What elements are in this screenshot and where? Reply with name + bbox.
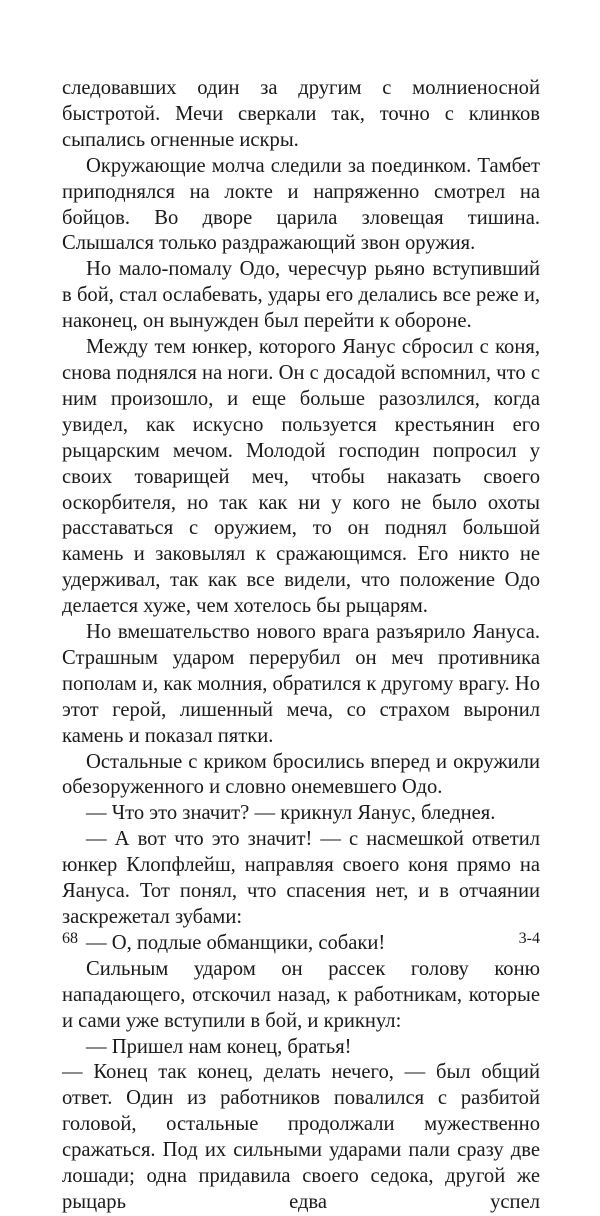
paragraph: — Что это значит? — крикнул Яанус, бледнея. [86, 802, 496, 825]
paragraph: Но мало-помалу Одо, чересчур рьяно вступивший в бой, стал ослабевать, удары его делались все реже и, наконец, он вынужден был перейти к обороне. [62, 258, 540, 333]
page-number: 68 [62, 930, 78, 947]
page-footer [62, 929, 540, 949]
paragraph: Сильным ударом он рассек голову коню нападающего, отскочил назад, к работникам, которые и сами уже вступили в бой, и крикнул: [62, 957, 540, 1032]
paragraph: — Пришел нам конец, братья! [86, 1035, 352, 1058]
book-page [62, 76, 540, 1213]
paragraph: Между тем юнкер, которого Яанус сбросил с коня, снова поднялся на ноги. Он с досадой вспомнил, что с ним произошло, и еще больше разозлился, когда увидел, как искусно пользуется крестьянин его рыцарским мечом. Молодой господин попросил у своих товарищей меч, чтобы наказать своего оскорбителя, но так как ни у кого не было охоты расставаться с оружием, то он поднял большой камень и заковылял к сражающимся. Его никто не удерживал, так как все видели, что положение Одо делается хуже, чем хотелось бы рыцарям. [62, 336, 540, 618]
paragraph: Окружающие молча следили за поединком. Тамбет приподнялся на локте и напряженно смотрел на бойцов. Во дворе царила зловещая тишина. Слышался только раздражающий звон оружия. [62, 154, 540, 255]
paragraph: — Конец так конец, делать нечего, — был общий ответ. Один из работников повалился с разбитой головой, остальные продолжали мужественно сражаться. Под их сильными ударами пали сразу две лошади; одна придавила своего седока, другой же рыцарь едва успел [62, 1061, 540, 1213]
page-text-body [62, 76, 540, 1216]
paragraph: Остальные с криком бросились вперед и окружили обезоруженного и словно онемевшего Одо. [62, 750, 540, 799]
paragraph: Но вмешательство нового врага разъярило Яануса. Страшным ударом перерубил он меч противника пополам и, как молния, обратился к другому врагу. Но этот герой, лишенный меча, со страхом выронил камень и показал пятки. [62, 621, 540, 747]
paragraph: — А вот что это значит! — с насмешкой ответил юнкер Клопфлейш, направляя своего коня прямо на Яануса. Тот понял, что спасения нет, и в отчаянии заскрежетал зубами: [62, 828, 540, 928]
paragraph: — О, подлые обманщики, собаки! [86, 931, 386, 954]
paragraph: следовавших один за другим с молниеносной быстротой. Мечи сверкали так, точно с клинков сыпались огненные искры. [62, 77, 540, 151]
printer-signature: 3-4 [518, 930, 540, 947]
